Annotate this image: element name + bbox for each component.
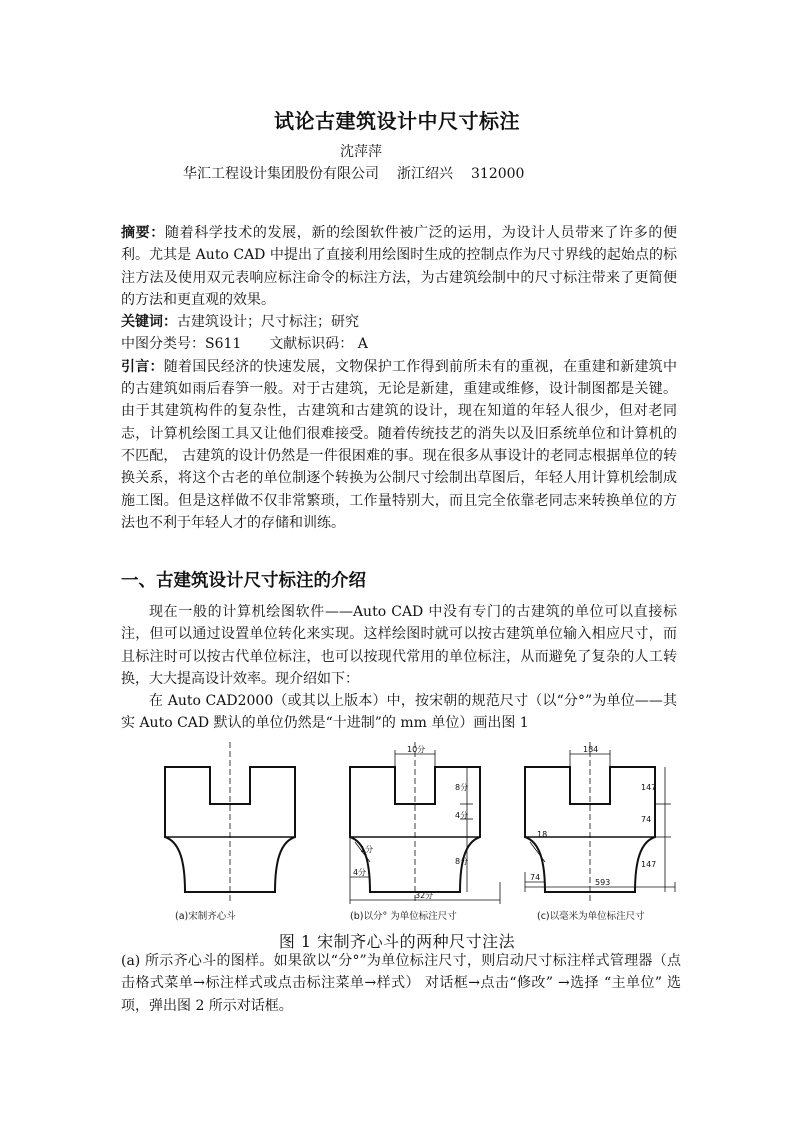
intro-text: 随着国民经济的快速发展，文物保护工作得到前所未有的重视，在重建和新建筑中的古建筑如雨后春笋一般。对于古建筑，无论是新建，重建或维修，设计制图都是关键。由于其建筑构件的复杂性，古建筑和古建筑的设计，现在知道的年轻人很少，但对老同志，计算机绘图工具又让他们很难接受。随着传统技艺的消失以及旧系统单位和计算机的不匹配， 古建筑的设计仍然是一件很困难的事。现在很多从事设计的老同志根据单位的转换关系，将这个古老的单位制逐个转换为公制尺寸绘制出草图后，年轻人用计算机绘制成施工图。但是这样做不仅非常繁琐，工作量特别大，而且完全依靠老同志来转换单位的方法也不利于年轻人才的存储和训练。 <box>121 358 678 531</box>
after-figure-paragraph: (a) 所示齐心斗的图样。如果欲以“分°”为单位标注尺寸，则启动尺寸标注样式管理器（点击格式菜单→标注样式或点击标注菜单→样式） 对话框→点击“修改” →选择 “主单位” 选项，弹出图 2 所示对话框。 <box>121 953 681 1014</box>
section-body <box>121 601 677 735</box>
dim-b-r2: 4分 <box>455 811 469 820</box>
section-paragraph-2: 在 Auto CAD2000（或其以上版本）中，按宋朝的规范尺寸（以“分°”为单位——其实 Auto CAD 默认的单位仍然是“十进制”的 mm 单位）画出图 1 <box>121 693 677 732</box>
dim-c-slope: 18 <box>537 830 548 839</box>
dim-b-slope: 1分 <box>360 845 374 854</box>
abstract-label: 摘要： <box>121 225 165 241</box>
intro-label: 引言： <box>121 358 164 375</box>
affiliation-place: 浙江绍兴 <box>397 166 453 182</box>
figure-drawing <box>155 742 695 922</box>
dim-b-small: 4分 <box>353 868 367 877</box>
dim-c-small: 74 <box>530 873 541 882</box>
subcaption-b: (b)以分° 为单位标注尺寸 <box>350 911 457 922</box>
clc-number: 中图分类号：S611 <box>121 336 242 353</box>
dim-b-top: 10分 <box>407 745 426 754</box>
subcaption-c: (c)以毫米为单位标注尺寸 <box>537 911 645 922</box>
dim-b-r3: 8分 <box>455 857 469 866</box>
dim-c-r3: 147 <box>641 860 657 869</box>
figure-1 <box>155 742 695 922</box>
classification <box>121 333 677 355</box>
keywords <box>121 311 677 333</box>
affiliation-org: 华汇工程设计集团股份有限公司 <box>183 166 379 182</box>
section-heading: 一、古建筑设计尺寸标注的介绍 <box>121 571 366 591</box>
figure-caption: 图 1 宋制齐心斗的两种尺寸注法 <box>278 932 516 951</box>
dim-c-top: 184 <box>583 745 599 754</box>
front-matter <box>121 222 677 534</box>
section-paragraph-1: 现在一般的计算机绘图软件——Auto CAD 中没有专门的古建筑的单位可以直接标注，但可以通过设置单位转化来实现。这样绘图时就可以按古建筑单位输入相应尺寸，而且标注时可以按古代单位标注，也可以按现代常用的单位标注，从而避免了复杂的人工转换，大大提高设计效率。现介绍如下： <box>121 604 677 687</box>
affiliation-zip: 312000 <box>471 166 525 182</box>
abstract <box>121 222 677 311</box>
document-code: 文献标识码： A <box>269 336 368 353</box>
subcaption-a: (a)宋制齐心斗 <box>175 911 236 922</box>
keywords-label: 关键词： <box>121 314 177 331</box>
abstract-text: 随着科学技术的发展，新的绘图软件被广泛的运用，为设计人员带来了许多的便利。尤其是 Auto CAD 中提出了直接利用绘图时生成的控制点作为尺寸界线的起始点的标注方法及使用双元表响应标注命令的标注方法，为古建筑绘制中的尺寸标注带来了更简便的方法和更直观的效果。 <box>121 225 678 308</box>
dim-c-r2: 74 <box>641 815 652 824</box>
dim-b-r1: 8分 <box>455 783 469 792</box>
dim-c-bottom: 593 <box>595 878 611 887</box>
affiliation <box>183 163 542 183</box>
keywords-text: 古建筑设计；尺寸标注；研究 <box>177 314 359 331</box>
dim-b-bottom: 32分 <box>415 891 434 900</box>
paper-title: 试论古建筑设计中尺寸标注 <box>274 109 520 133</box>
author: 沈萍萍 <box>340 144 382 160</box>
dim-c-r1: 147 <box>641 783 657 792</box>
introduction <box>121 356 677 534</box>
